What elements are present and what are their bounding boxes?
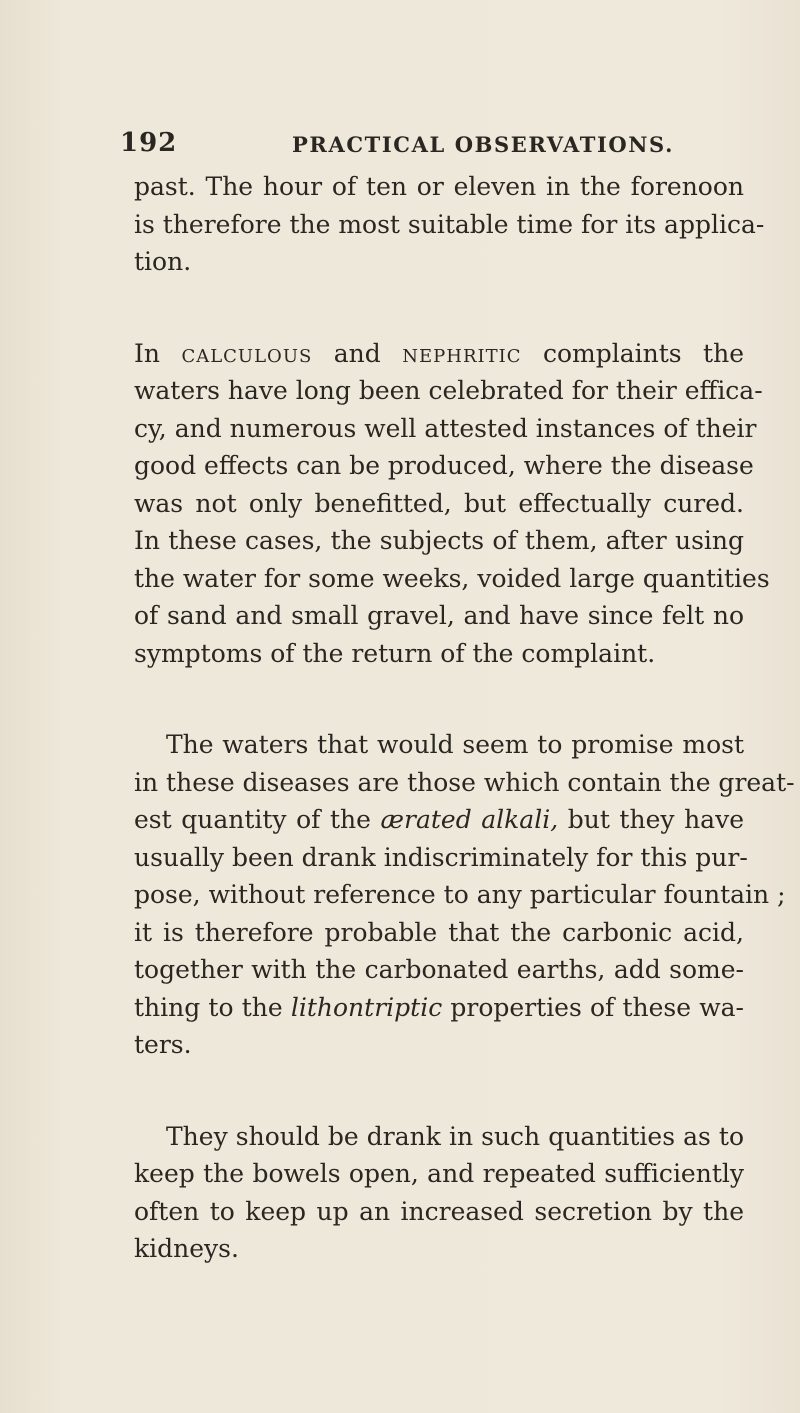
text-line: often to keep up an increased secretion by the	[134, 1196, 744, 1226]
text-line: In calculous and nephritic complaints the	[134, 338, 744, 368]
small-caps-term: nephritic	[402, 338, 522, 368]
text-line: In these cases, the subjects of them, after using	[134, 526, 744, 555]
text-line: est quantity of the ærated alkali, but they have	[134, 805, 744, 834]
running-head: PRACTICAL OBSERVATIONS.	[292, 132, 674, 157]
paragraph	[134, 168, 765, 281]
text-line: tion.	[134, 247, 192, 276]
text-line: They should be drank in such quantities as to	[166, 1121, 744, 1151]
page-header	[120, 128, 680, 168]
page-number: 192	[120, 128, 178, 158]
text-line: keep the bowels open, and repeated sufficiently	[134, 1159, 744, 1188]
text-line: past. The hour of ten or eleven in the forenoon	[134, 172, 744, 201]
text-line: the water for some weeks, voided large quantities	[134, 563, 770, 593]
body-text	[134, 168, 795, 1268]
italic-term: ærated alkali,	[380, 805, 559, 834]
text-line: is therefore the most suitable time for its applica-	[134, 209, 765, 239]
text-line: kidneys.	[134, 1234, 239, 1263]
paragraph	[134, 1118, 744, 1268]
italic-term: lithontriptic	[290, 992, 443, 1022]
text-line: it is therefore probable that the carbonic acid,	[134, 917, 744, 947]
text-line: ters.	[134, 1030, 192, 1059]
text-line: waters have long been celebrated for their effica-	[134, 376, 763, 405]
text-line: The waters that would seem to promise most	[166, 730, 744, 759]
text-line: cy, and numerous well attested instances of their	[134, 413, 757, 443]
text-line: usually been drank indiscriminately for this pur-	[134, 842, 748, 872]
text-line: good effects can be produced, where the disease	[134, 451, 754, 480]
small-caps-term: calculous	[181, 338, 313, 368]
paragraph	[134, 335, 770, 673]
text-line: thing to the lithontriptic properties of these wa-	[134, 992, 744, 1022]
text-line: in these diseases are those which contain the great-	[134, 767, 795, 797]
paragraph	[134, 726, 795, 1064]
text-line: was not only benefitted, but effectually cured.	[134, 488, 744, 518]
text-line: symptoms of the return of the complaint.	[134, 638, 656, 668]
text-line: together with the carbonated earths, add some-	[134, 955, 744, 984]
text-line: pose, without reference to any particular fountain ;	[134, 880, 786, 909]
text-line: of sand and small gravel, and have since felt no	[134, 601, 744, 630]
